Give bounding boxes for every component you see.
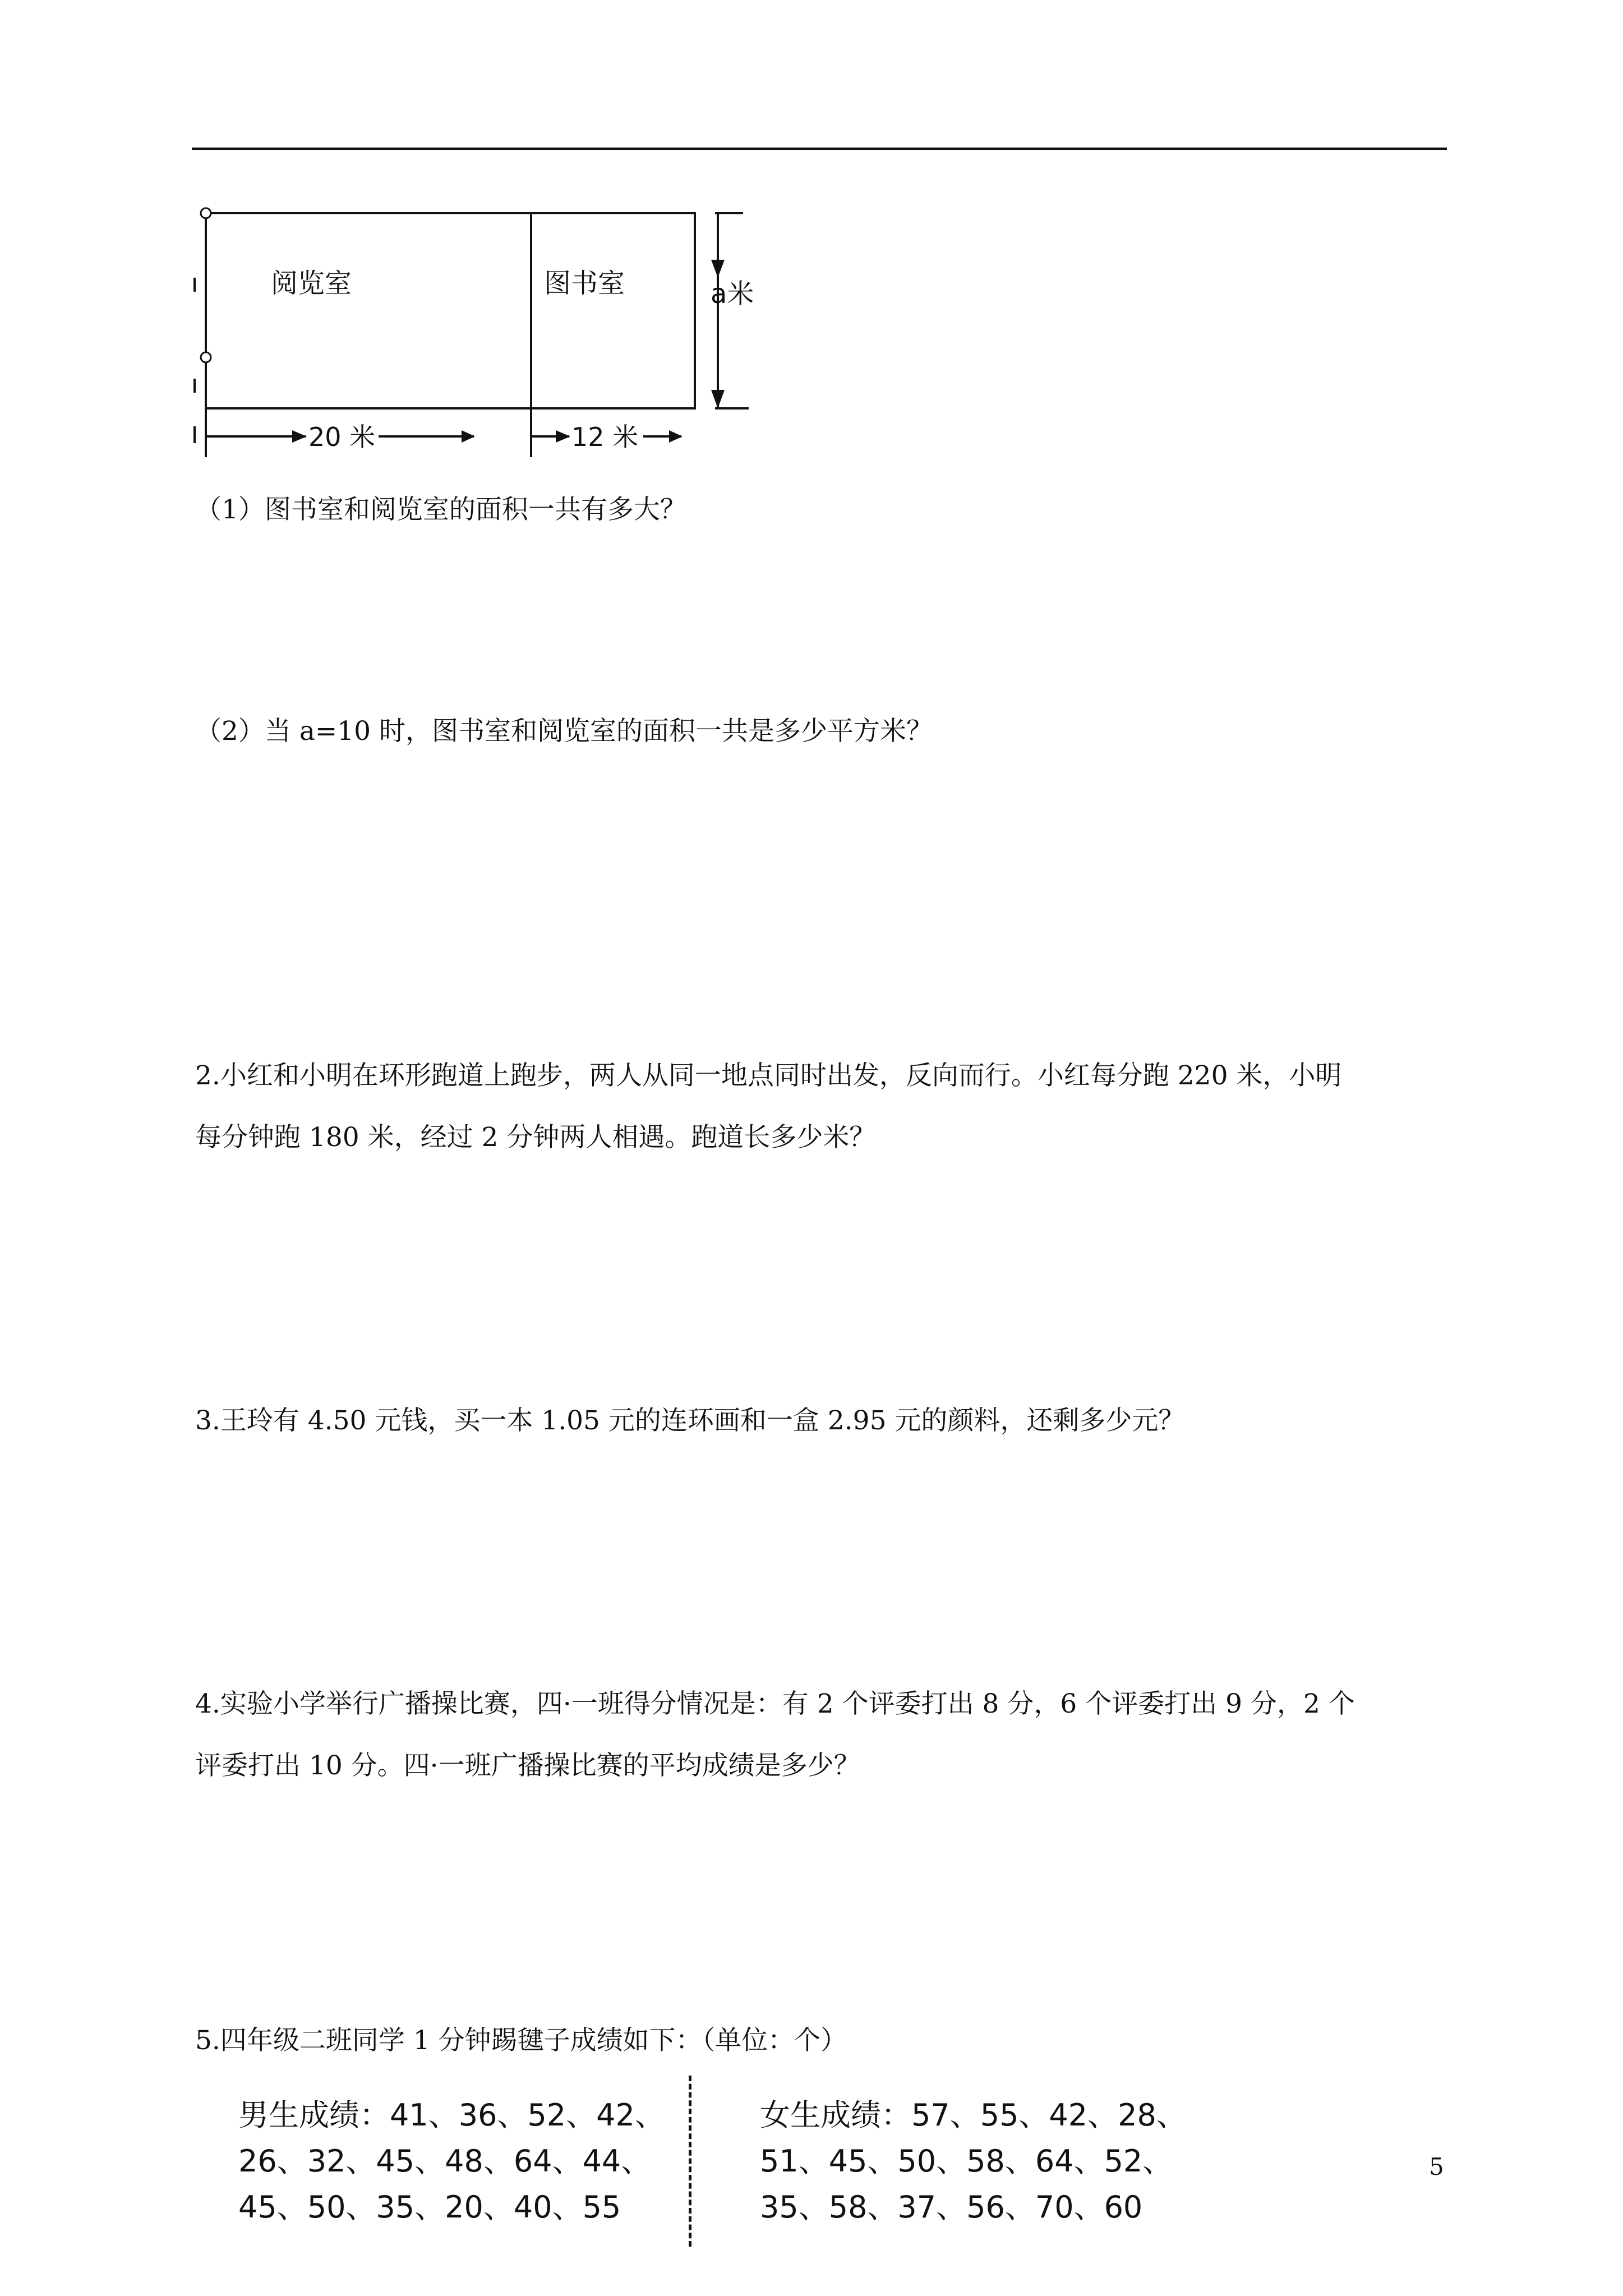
q4-line1: 4.实验小学举行广播操比赛，四·一班得分情况是：有 2 个评委打出 8 分，6 个评委打出 9 分，2 个 <box>195 1688 1355 1719</box>
width-library-label: 12 米 <box>571 422 639 452</box>
library-rect <box>531 213 695 408</box>
handle-top <box>201 208 211 218</box>
q1-part1: （1）图书室和阅览室的面积一共有多大？ <box>195 494 686 525</box>
girls-scores-line2: 51、45、50、58、64、52、 <box>760 2143 1173 2179</box>
q4-line2: 评委打出 10 分。四·一班广播操比赛的平均成绩是多少？ <box>195 1750 860 1781</box>
girls-scores-line3: 35、58、37、56、70、60 <box>760 2189 1143 2225</box>
boys-scores-line1: 男生成绩：41、36、52、42、 <box>238 2097 665 2133</box>
q2-line2: 每分钟跑 180 米，经过 2 分钟两人相遇。跑道长多少米？ <box>195 1122 876 1153</box>
page-number: 5 <box>1429 2153 1444 2180</box>
boys-scores-line3: 45、50、35、20、40、55 <box>238 2189 621 2225</box>
girls-scores-line1: 女生成绩：57、55、42、28、 <box>760 2097 1187 2133</box>
boys-scores-line2: 26、32、45、48、64、44、 <box>238 2143 652 2179</box>
header-rule <box>192 148 1447 150</box>
q5-line1: 5.四年级二班同学 1 分钟踢毽子成绩如下：（单位：个） <box>195 2025 847 2056</box>
handle-mid <box>201 352 211 362</box>
reading-room-rect <box>206 213 531 408</box>
height-label: a米 <box>711 278 754 310</box>
q2-line1: 2.小红和小明在环形跑道上跑步，两人从同一地点同时出发，反向而行。小红每分跑 220 米，小明 <box>195 1060 1342 1091</box>
library-label: 图书室 <box>544 268 625 299</box>
scores-divider <box>689 2076 691 2247</box>
q3-line1: 3.王玲有 4.50 元钱，买一本 1.05 元的连环画和一盒 2.95 元的颜料，还剩多少元？ <box>195 1405 1185 1436</box>
width-reading-label: 20 米 <box>308 422 376 452</box>
room-diagram <box>188 194 771 468</box>
q1-part2: （2）当 a=10 时，图书室和阅览室的面积一共是多少平方米？ <box>195 716 933 747</box>
reading-room-label: 阅览室 <box>271 268 352 299</box>
